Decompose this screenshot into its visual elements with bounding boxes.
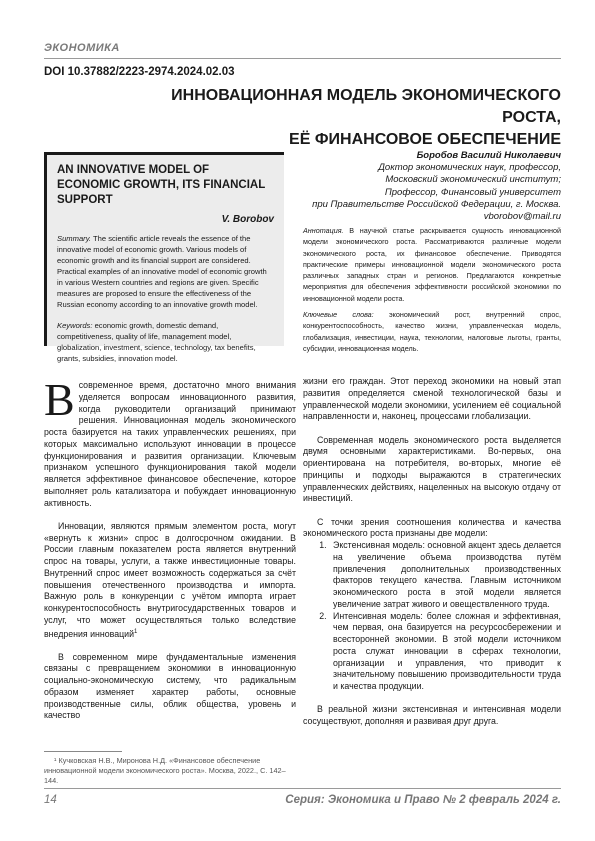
ru-keywords-label: Ключевые слова:	[303, 310, 374, 319]
footnote-divider	[44, 751, 122, 752]
paragraph-r2: Современная модель экономического роста выделяется двумя основными характеристиками. Во-первых, она ориентирована на потребителя, во-вторых, многие её принципы и подходы выражаются в стратегических управленческих действиях, нацеленных на высокую отдачу от инвестиций.	[303, 434, 561, 504]
paragraph-2	[44, 521, 296, 640]
author-position: Профессор, Финансовый университет	[384, 186, 561, 198]
paragraph-r1: жизни его граждан. Этот переход экономики на новый этап развития определяется сменой технологической базы и управленческой модели экономики, усилением её социальной направленности и, наконец, процессами глобализации.	[303, 376, 561, 422]
paragraph-r3: С точки зрения соотношения количества и качества экономического роста признаны две модели:	[303, 516, 561, 539]
english-keywords	[57, 320, 274, 364]
paragraph-r4: В реальной жизни экстенсивная и интенсивная модели сосуществуют, дополняя и развивая друг друга.	[303, 704, 561, 726]
section-label: ЭКОНОМИКА	[44, 42, 120, 54]
summary-label: Summary.	[57, 234, 92, 243]
author-degree: Доктор экономических наук, профессор,	[378, 162, 561, 174]
title-line-2: ЕЁ ФИНАНСОВОЕ ОБЕСПЕЧЕНИЕ	[289, 131, 561, 148]
ru-keywords-text: экономический рост, внутренний спрос, конкурентоспособность, качество жизни, управленческая модель, глобализация, инвестиции, наука, технологии, налоговые льготы, гранты, субсидии, инновационная модель.	[303, 310, 562, 353]
russian-keywords	[303, 309, 561, 354]
journal-series: Серия: Экономика и Право № 2 февраль 2024 г.	[285, 794, 561, 806]
footnote-ref: 1	[133, 628, 138, 635]
title-line-1: ИННОВАЦИОННАЯ МОДЕЛЬ ЭКОНОМИЧЕСКОГО РОСТА,	[171, 87, 561, 126]
author-affiliation-2: при Правительстве Российской Федерации, г. Москва.	[312, 198, 561, 210]
author-email: vborobov@mail.ru	[483, 211, 561, 223]
english-abstract-box	[44, 152, 284, 363]
models-list	[303, 540, 561, 693]
paragraph-2-text: Инновации, являются прямым элементом роста, могут «вернуть к жизни» спрос в долгосрочном ожидании. В России главным показателем роста является внутренний спрос на товары, услуги, а также инвестиционные товары. Внутренний спрос имеет возможность содержаться за счёт повышения отечественного производства и импорта. Важную роль в конкуренции с учётом импорта играет конкурентоспособность внутригосударственных товаров и услуг, что может осуществляться только вследствие внедрения инноваций	[44, 520, 296, 639]
paragraph-3: В современном мире фундаментальные изменения связаны с превращением экономики в инновационную социально-экономическую систему, что радикальным образом изменяет характер работы, основные производственные силы, облик общества, уровень и качество	[44, 651, 296, 721]
body-column-left	[44, 374, 296, 722]
footer-divider	[44, 788, 561, 789]
author-name: Боробов Василий Николаевич	[416, 150, 561, 161]
russian-annotation	[303, 225, 561, 304]
english-author: V. Borobov	[221, 214, 274, 225]
summary-text: The scientific article reveals the essence of the innovative model of economic growth. Various models of economic growth and its financial support are considered. Practical examples of an innovative model of economic growth in various Western countries and regions are given. Specific measures are proposed to ensure the effectiveness of the Russian economy according to an innovative growth model.	[57, 234, 267, 309]
keywords-label: Keywords:	[57, 321, 93, 330]
author-info	[301, 150, 561, 223]
footnote: ¹ Кучковская Н.В., Миронова Н.Д. «Финансовое обеспечение инновационной модели экономического роста». Москва, 2022., С. 142–144.	[44, 756, 286, 785]
header-divider	[44, 58, 561, 59]
article-title	[121, 85, 561, 151]
english-title: AN INNOVATIVE MODEL OF ECONOMIC GROWTH, ITS FINANCIAL SUPPORT	[57, 164, 266, 206]
english-summary	[57, 233, 274, 310]
annotation-text: В научной статье раскрывается сущность инновационной модели экономического роста. Рассматриваются различные модели экономического роста, их финансовое обеспечение. Приводятся практические примеры инновационной модели экономического роста различных западных стран и регионов. Предлагаются конкретные мероприятия для обеспечения эффективности российской экономики по инновационной модели роста.	[303, 226, 561, 303]
paragraph-1-text: современное время, достаточно много внимания уделяется вопросам инновационного развития, когда руководители организаций принимают решения. Инновационная модель экономического роста базируется на таких управленческих решениях, при которых максимально используют инновации в процессе функционирования и развития организации. Ключевым признаком успешного функционирования такой модели является эффективное финансовое обеспечение, которое выполняет роль катализатора и побуждает инновационную активность.	[44, 380, 296, 508]
list-item: 1. Экстенсивная модель: основной акцент здесь делается на увеличение объема производства путём привлечения дополнительных производственных факторов текущего качества. Главным источником экономического роста в этой модели является увеличение затрат живого и овеществленного труда.	[329, 540, 561, 611]
paragraph-1	[44, 374, 296, 509]
page-number: 14	[44, 794, 57, 806]
keywords-text: economic growth, domestic demand, competitiveness, quality of life, management model, globalization, investment, science, technology, tax benefits, grants, subsidies, innovation model.	[57, 321, 256, 363]
dropcap: В	[44, 374, 75, 425]
list-item: 2. Интенсивная модель: более сложная и эффективная, чем первая, она базируется на ресурсосбережении и всесторонней экономии. В этой модели источником роста служат инновации в сферах технологии, организации и управления, что приводит к значительному повышению производительности труда и качества продукции.	[329, 611, 561, 693]
annotation-label: Аннотация.	[303, 226, 344, 235]
body-column-right	[303, 376, 561, 728]
author-affiliation-1: Московский экономический институт;	[385, 174, 561, 186]
doi: DOI 10.37882/2223-2974.2024.02.03	[44, 66, 235, 78]
